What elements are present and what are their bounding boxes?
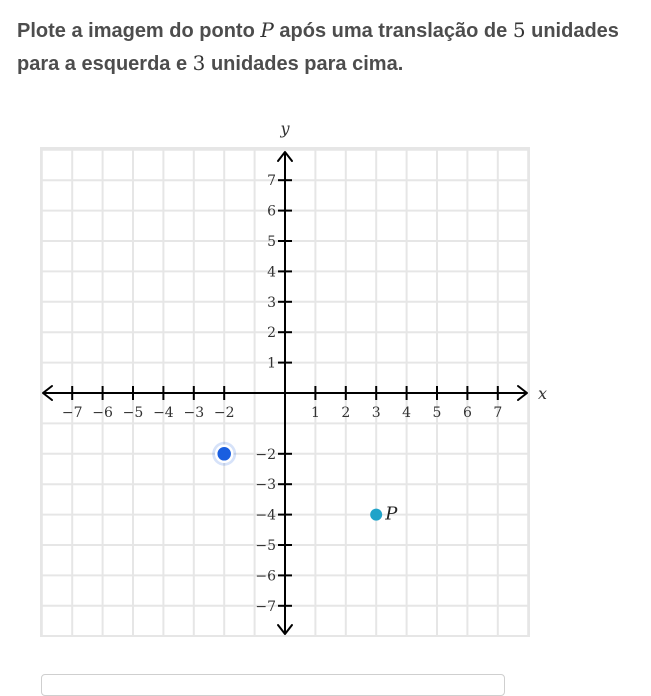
y-tick-label: −2 (255, 446, 276, 463)
point-P-label: P (385, 503, 398, 525)
x-tick-label: −4 (153, 405, 174, 421)
y-tick-label: −6 (255, 568, 276, 585)
y-tick-label: −4 (255, 507, 276, 524)
y-tick-label: 5 (267, 234, 276, 250)
y-tick-label: 1 (267, 355, 276, 372)
x-tick-label: 5 (432, 405, 442, 421)
y-tick-label: −3 (255, 477, 276, 494)
tick-labels (62, 119, 547, 615)
x-tick-label: −6 (92, 405, 113, 421)
prompt-text-2: após uma translação de (279, 20, 508, 42)
prompt-num-left: 5 (512, 18, 526, 42)
y-tick-label: −5 (255, 538, 276, 554)
x-tick-label: 6 (462, 405, 472, 421)
x-tick-label: 2 (341, 405, 351, 421)
axes (43, 152, 527, 634)
y-axis-label: y (280, 119, 290, 138)
prompt-text-3: unidades para a esquerda e (17, 20, 619, 75)
y-tick-label: −7 (255, 598, 276, 615)
x-tick-label: −3 (183, 405, 205, 421)
prompt-text-4: unidades para cima. (210, 53, 404, 75)
x-tick-label: 1 (310, 405, 320, 421)
y-tick-label: 3 (267, 294, 276, 311)
y-tick-label: 6 (267, 203, 276, 220)
prompt-text-1: Plote a imagem do ponto (17, 20, 255, 42)
answer-box (41, 674, 505, 696)
y-tick-label: 2 (267, 325, 276, 342)
y-tick-label: 4 (267, 264, 276, 281)
x-axis-label: x (538, 384, 548, 403)
x-tick-label: 3 (371, 405, 381, 421)
y-tick-label: 7 (267, 173, 276, 190)
x-tick-label: 4 (402, 405, 412, 421)
x-tick-label: −5 (122, 405, 144, 421)
x-tick-label: −2 (213, 405, 235, 421)
point-P (370, 509, 382, 521)
x-tick-label: 7 (493, 405, 503, 421)
coordinate-plane[interactable] (0, 110, 651, 650)
prompt-num-up: 3 (192, 51, 206, 75)
question-prompt (17, 14, 642, 80)
prompt-var-p: P (260, 18, 274, 42)
x-tick-label: −7 (61, 405, 83, 421)
movable-point[interactable] (216, 446, 232, 462)
